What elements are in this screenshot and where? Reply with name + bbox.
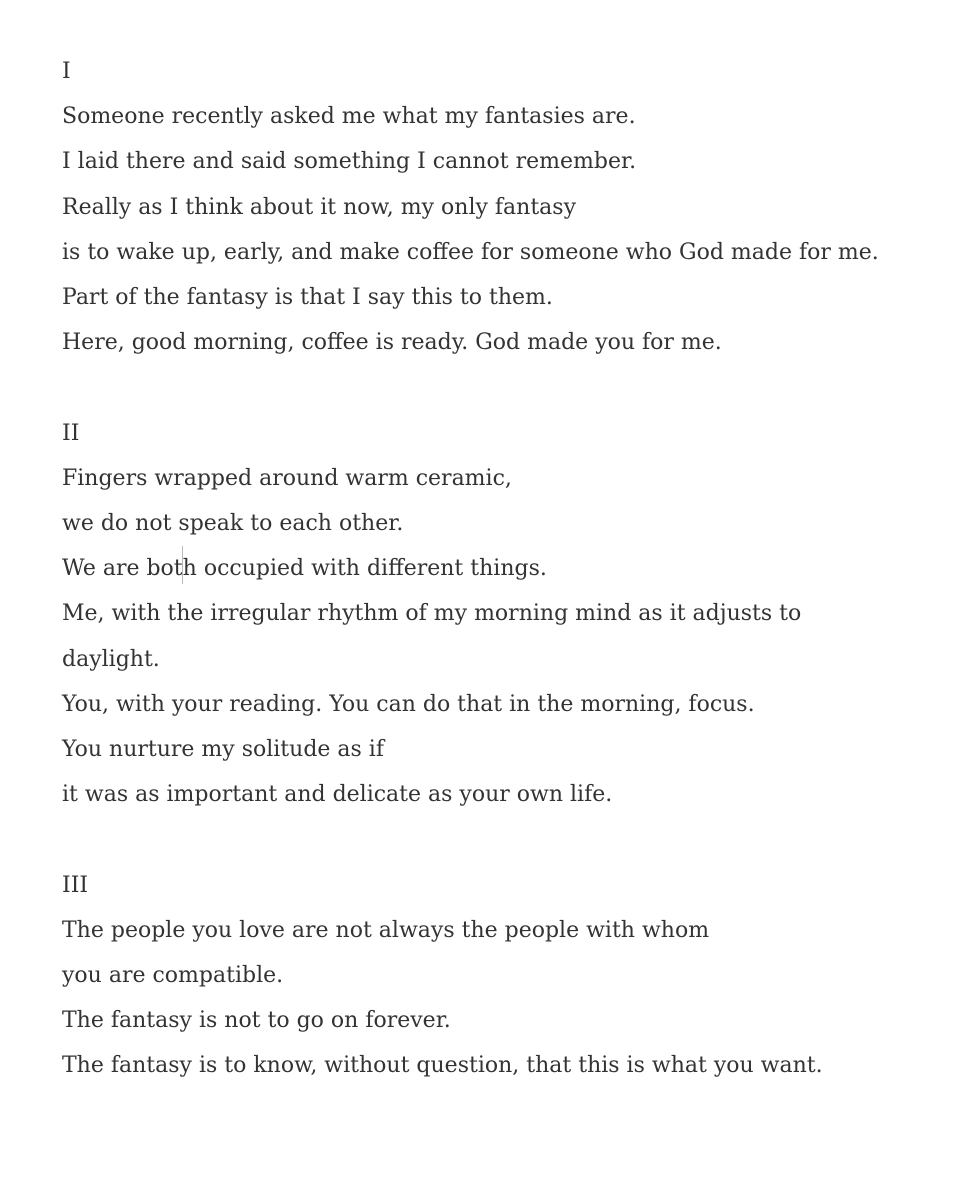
text-after-caret: h occupied with different things. <box>182 556 547 582</box>
poem-line: it was as important and delicate as your own life. <box>62 782 613 808</box>
poem-line: daylight. <box>62 646 160 672</box>
poem-line: is to wake up, early, and make coffee for someone who God made for me. <box>62 239 879 265</box>
poem-line: Someone recently asked me what my fantasies are. <box>62 104 636 130</box>
section-numeral: II <box>62 420 80 446</box>
text-before-caret: We are bot <box>62 556 183 582</box>
poem-line: Really as I think about it now, my only fantasy <box>62 194 577 220</box>
poem-line: I laid there and said something I cannot remember. <box>62 149 637 175</box>
poem-line: You nurture my solitude as if <box>62 737 384 763</box>
poem-line: Part of the fantasy is that I say this to them. <box>62 285 553 311</box>
poem-line: You, with your reading. You can do that in the morning, focus. <box>62 691 755 717</box>
poem-section-3 <box>62 863 952 1089</box>
poem-line: Here, good morning, coffee is ready. God made you for me. <box>62 330 722 356</box>
poem-line: The people you love are not always the people with whom <box>62 917 710 943</box>
poem-line-with-caret[interactable] <box>62 546 952 591</box>
poem-section-1 <box>62 49 952 365</box>
section-numeral: III <box>62 872 89 898</box>
document-page[interactable] <box>62 49 952 1089</box>
section-numeral: I <box>62 59 71 84</box>
poem-line: we do not speak to each other. <box>62 511 404 537</box>
poem-line: The fantasy is to know, without question, that this is what you want. <box>62 1053 823 1079</box>
poem-line: The fantasy is not to go on forever. <box>62 1008 451 1034</box>
poem-line: Me, with the irregular rhythm of my morning mind as it adjusts to <box>62 601 802 627</box>
poem-line: you are compatible. <box>62 963 284 989</box>
poem-section-2 <box>62 411 952 818</box>
poem-line: Fingers wrapped around warm ceramic, <box>62 465 512 491</box>
